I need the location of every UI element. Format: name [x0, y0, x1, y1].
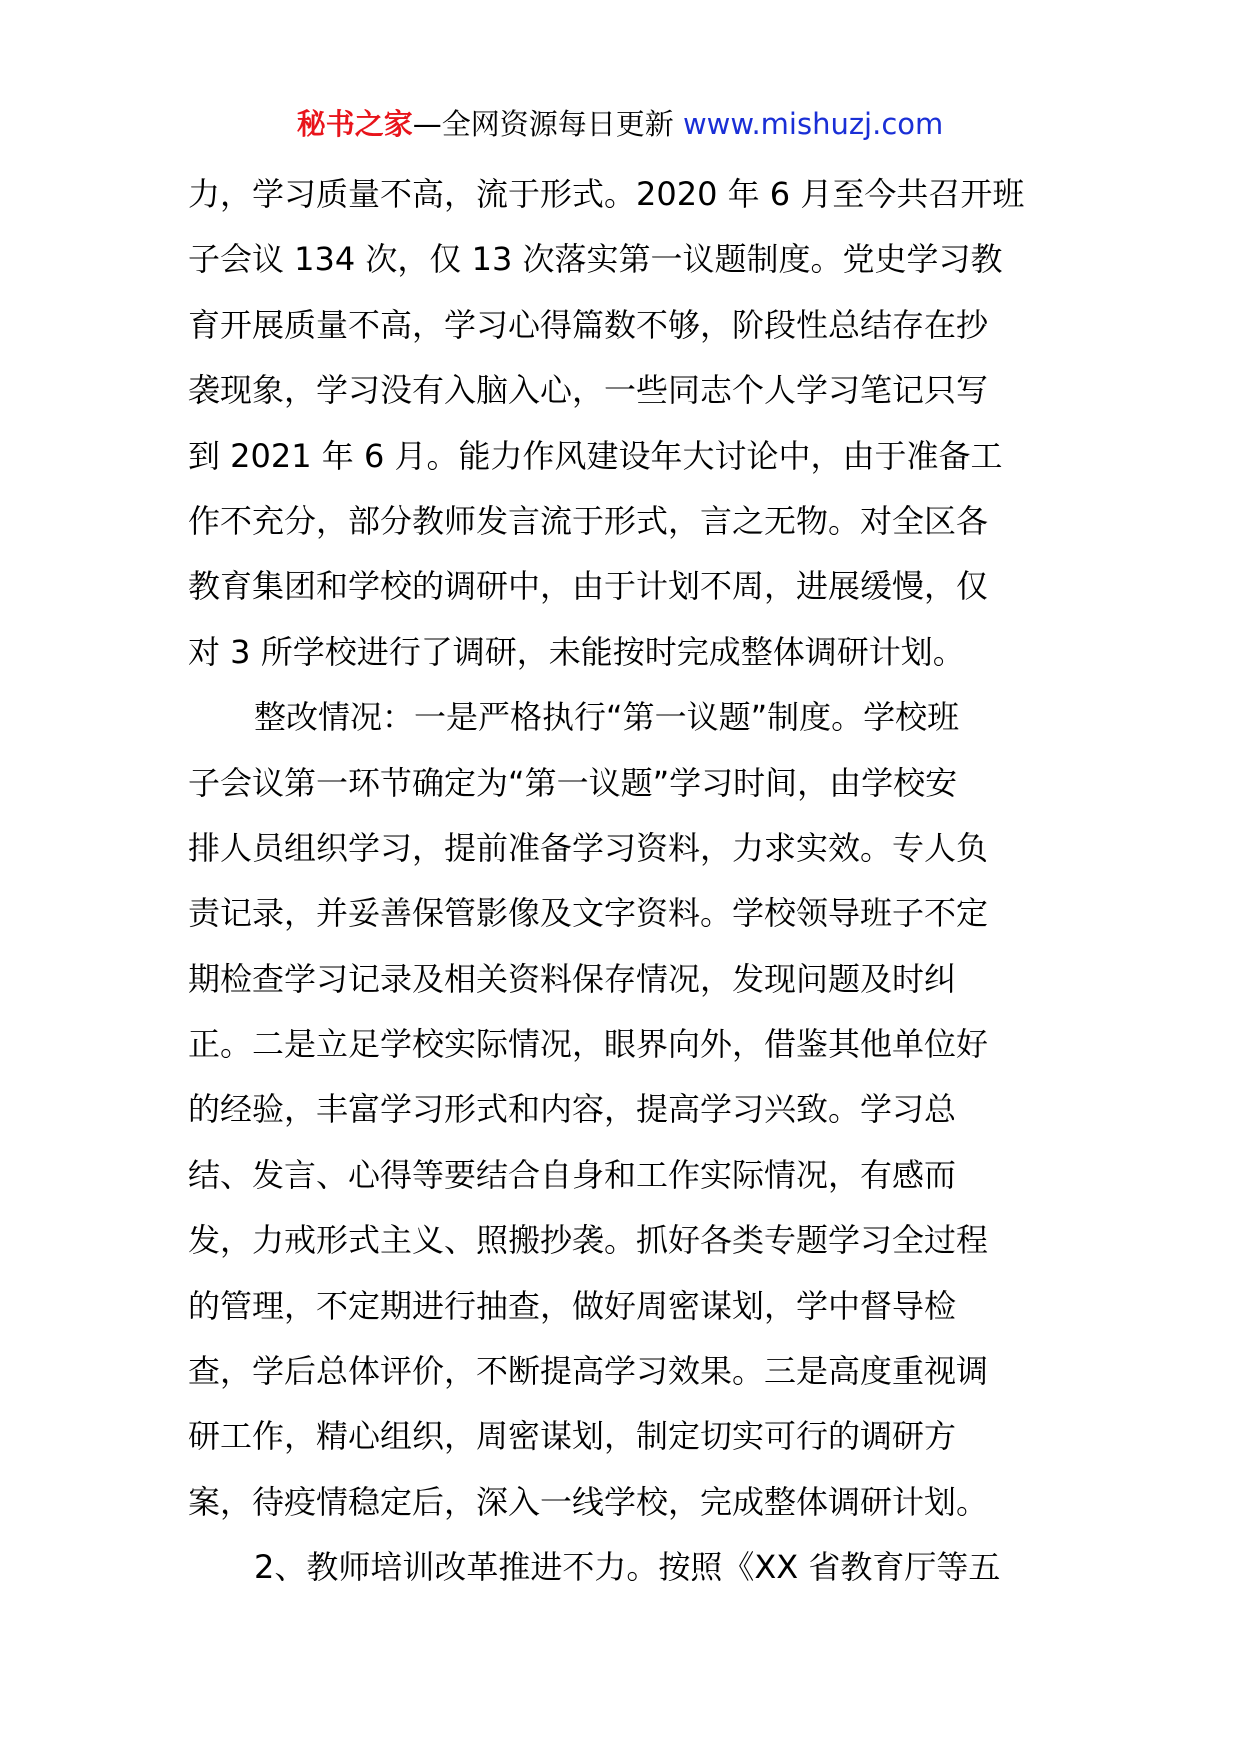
text-line: 子会议 134 次，仅 13 次落实第一议题制度。党史学习教	[188, 240, 1003, 279]
text-line: 期检查学习记录及相关资料保存情况，发现问题及时纠	[188, 959, 957, 998]
text-line: 查，学后总体评价，不断提高学习效果。三是高度重视调	[188, 1352, 989, 1391]
text-line: 的经验，丰富学习形式和内容，提高学习兴致。学习总	[188, 1090, 957, 1129]
text-line: 子会议第一环节确定为“第一议题”学习时间，由学校安	[188, 763, 958, 802]
text-line: 育开展质量不高，学习心得篇数不够，阶段性总结存在抄	[188, 305, 989, 344]
site-brand: 秘书之家	[296, 107, 413, 141]
text-line: 正。二是立足学校实际情况，眼界向外，借鉴其他单位好	[188, 1025, 989, 1064]
text-line: 袭现象，学习没有入脑入心，一些同志个人学习笔记只写	[188, 371, 989, 410]
text-line: 排人员组织学习，提前准备学习资料，力求实效。专人负	[188, 828, 989, 867]
text-line: 教育集团和学校的调研中，由于计划不周，进展缓慢，仅	[188, 567, 989, 606]
paragraph-start-line: 2、教师培训改革推进不力。按照《XX 省教育厅等五	[254, 1548, 1001, 1587]
text-line: 研工作，精心组织，周密谋划，制定切实可行的调研方	[188, 1417, 957, 1456]
text-line: 发，力戒形式主义、照搬抄袭。抓好各类专题学习全过程	[188, 1221, 989, 1260]
text-line: 到 2021 年 6 月。能力作风建设年大讨论中，由于准备工	[188, 436, 1003, 475]
text-line: 责记录，并妥善保管影像及文字资料。学校领导班子不定	[188, 894, 989, 933]
document-body	[188, 162, 1068, 1601]
page-header	[0, 104, 1240, 144]
site-url-link[interactable]: www.mishuzj.com	[682, 107, 944, 141]
text-line: 对 3 所学校进行了调研，未能按时完成整体调研计划。	[188, 632, 965, 671]
text-line: 作不充分，部分教师发言流于形式，言之无物。对全区各	[188, 501, 989, 540]
text-line: 案，待疫情稳定后，深入一线学校，完成整体调研计划。	[188, 1482, 989, 1521]
text-line: 结、发言、心得等要结合自身和工作实际情况，有感而	[188, 1155, 957, 1194]
paragraph-start-line: 整改情况：一是严格执行“第一议题”制度。学校班	[254, 698, 960, 737]
text-line: 的管理，不定期进行抽查，做好周密谋划，学中督导检	[188, 1286, 957, 1325]
text-line: 力，学习质量不高，流于形式。2020 年 6 月至今共召开班	[188, 175, 1025, 213]
site-tagline: —全网资源每日更新	[412, 107, 683, 141]
